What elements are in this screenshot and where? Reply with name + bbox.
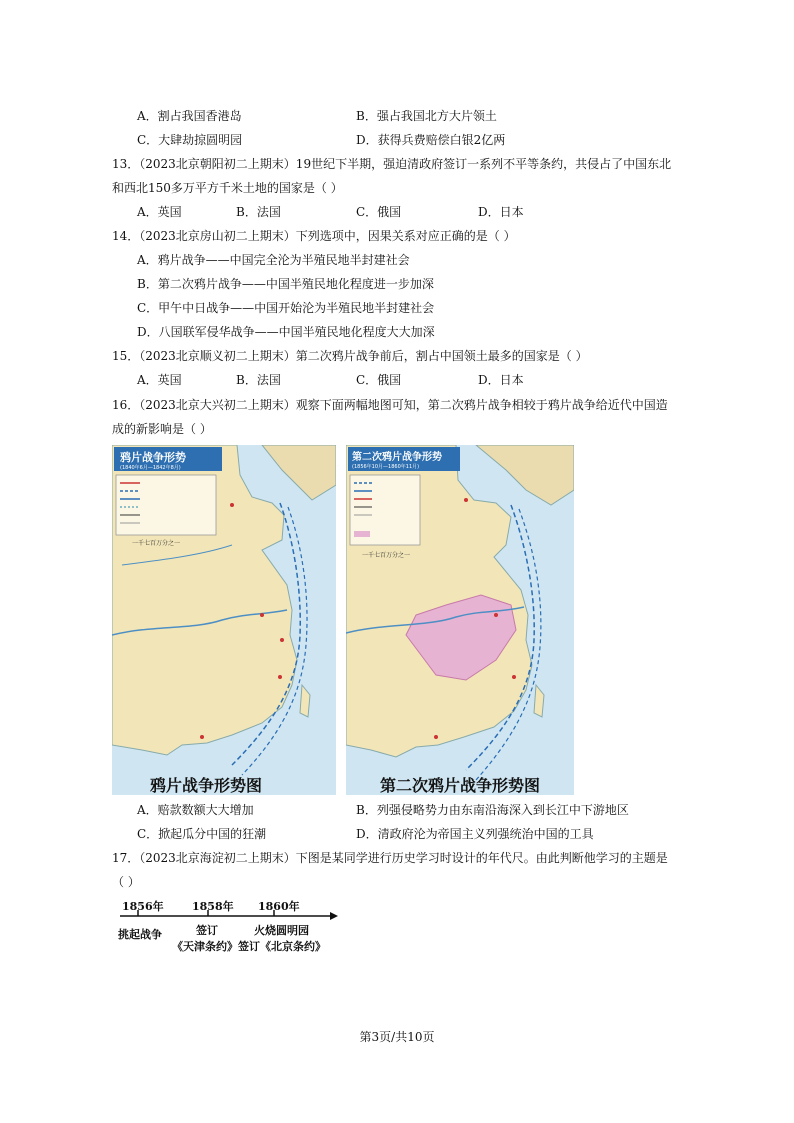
- q13-option-d: D．日本: [478, 205, 524, 219]
- q14-option-b: B．第二次鸦片战争——中国半殖民地化程度进一步加深: [137, 277, 434, 291]
- opium-war-map: [112, 445, 336, 795]
- q16-option-c: C．掀起瓜分中国的狂潮: [137, 827, 267, 841]
- q15-option-b: B．法国: [236, 373, 281, 387]
- second-opium-war-map: [346, 445, 574, 795]
- q13-stem-line1: 13．（2023北京朝阳初二上期末）19世纪下半期，强迫清政府签订一系列不平等条约，共侵占了中国东北: [112, 157, 672, 171]
- opium-war-map-dates: (1840年6月—1842年8月): [120, 465, 181, 471]
- q12-option-d: D．获得兵费赔偿白银2亿两: [356, 133, 506, 147]
- q12-option-b: B．强占我国北方大片领土: [356, 109, 497, 123]
- q15-option-c: C．俄国: [356, 373, 402, 387]
- q16-option-a: A．赔款数额大大增加: [137, 803, 254, 817]
- q15-option-a: A．英国: [137, 373, 182, 387]
- timeline-treaties: 《天津条约》签订《北京条约》: [172, 940, 326, 953]
- second-opium-war-map-scale: 一千七百万分之一: [362, 552, 411, 559]
- q12-option-a: A．割占我国香港岛: [137, 109, 242, 123]
- q13-option-b: B．法国: [236, 205, 281, 219]
- q16-maps: [112, 445, 574, 795]
- timeline-year-1860: 1860年: [258, 900, 300, 913]
- q16-option-d: D．清政府沦为帝国主义列强统治中国的工具: [356, 827, 594, 841]
- q14-option-c: C．甲午中日战争——中国开始沦为半殖民地半封建社会: [137, 301, 435, 315]
- q14-option-a: A．鸦片战争——中国完全沦为半殖民地半封建社会: [137, 253, 410, 267]
- timeline-year-1856: 1856年: [122, 900, 164, 913]
- second-opium-war-map-dates: (1856年10月—1860年11月): [352, 464, 420, 470]
- q13-option-a: A．英国: [137, 205, 182, 219]
- q17-stem-line2: （ ）: [112, 875, 140, 889]
- timeline-event-1860: 火烧圆明园: [254, 924, 309, 937]
- opium-war-map-scale: 一千七百万分之一: [132, 540, 181, 547]
- q15-stem: 15．（2023北京顺义初二上期末）第二次鸦片战争前后，割占中国领土最多的国家是（ ）: [112, 349, 588, 363]
- timeline-event-1858: 签订: [196, 924, 218, 937]
- q14-stem: 14．（2023北京房山初二上期末）下列选项中，因果关系对应正确的是（ ）: [112, 229, 516, 243]
- q12-option-c: C．大肆劫掠圆明园: [137, 133, 243, 147]
- q16-option-b: B．列强侵略势力由东南沿海深入到长江中下游地区: [356, 803, 629, 817]
- page-footer: 第3页/共10页: [359, 1030, 435, 1044]
- opium-war-map-title: 鸦片战争形势: [120, 451, 186, 464]
- q15-option-d: D．日本: [478, 373, 524, 387]
- q13-stem-line2: 和西北150多万平方千米土地的国家是（ ）: [112, 181, 343, 195]
- timeline-year-1858: 1858年: [192, 900, 234, 913]
- q17-timeline: [118, 898, 338, 958]
- opium-war-map-caption: 鸦片战争形势图: [150, 776, 263, 795]
- q17-stem-line1: 17．（2023北京海淀初二上期末）下图是某同学进行历史学习时设计的年代尺。由此判断他学习的主题是: [112, 851, 668, 865]
- q13-option-c: C．俄国: [356, 205, 402, 219]
- timeline-event-1856: 挑起战争: [118, 928, 162, 941]
- second-opium-war-map-title: 第二次鸦片战争形势: [352, 452, 442, 463]
- q14-option-d: D．八国联军侵华战争——中国半殖民地化程度大大加深: [137, 325, 435, 339]
- second-opium-war-map-caption: 第二次鸦片战争形势图: [380, 776, 541, 795]
- q16-stem-line1: 16．（2023北京大兴初二上期末）观察下面两幅地图可知，第二次鸦片战争相较于鸦片战争给近代中国造: [112, 398, 668, 412]
- q16-stem-line2: 成的新影响是（ ）: [112, 422, 212, 436]
